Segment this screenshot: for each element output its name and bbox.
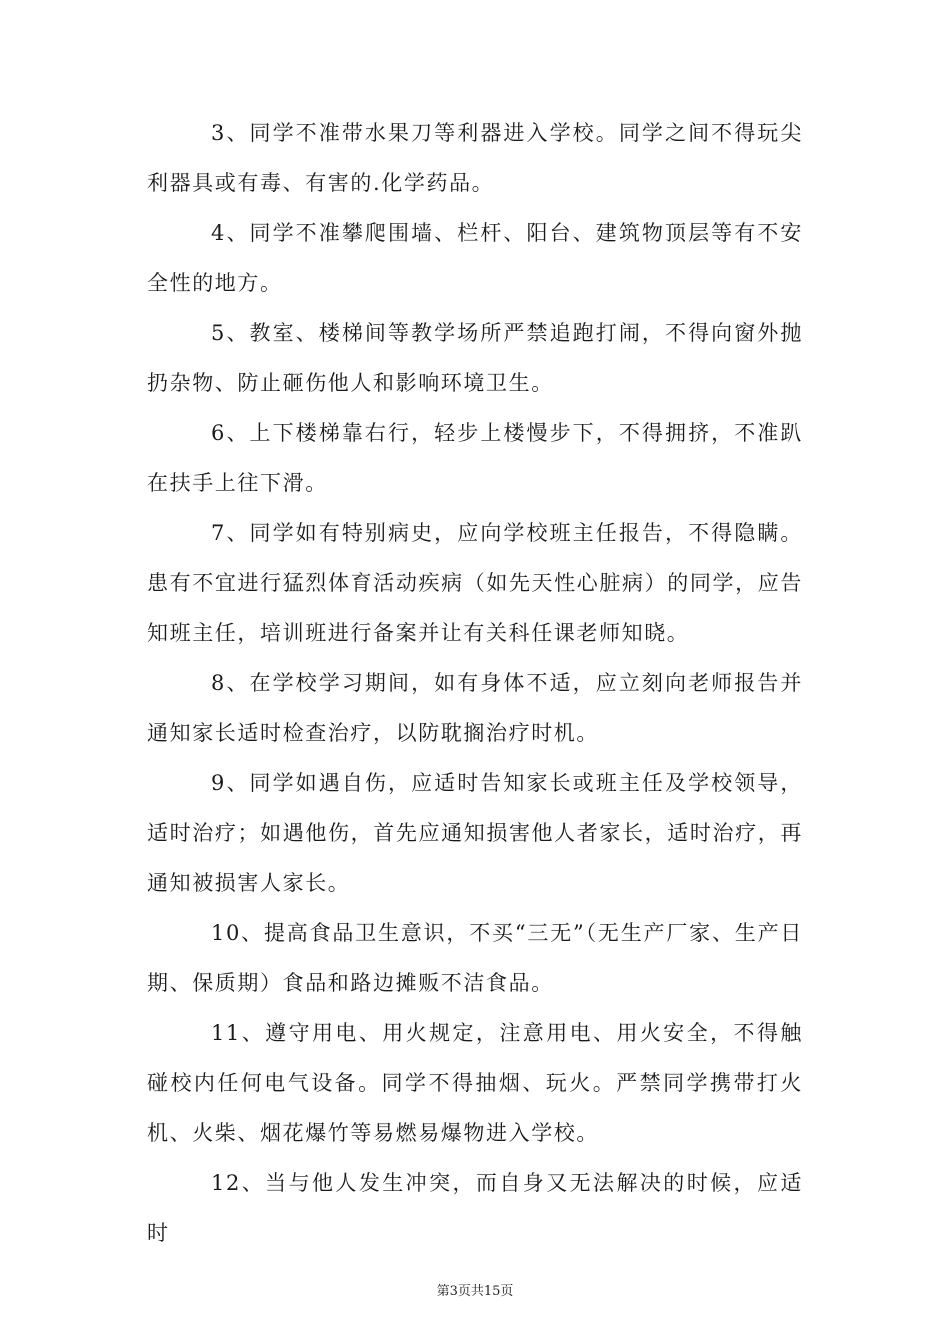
paragraph-rule-11: 11、遵守用电、用火规定，注意用电、用火安全，不得触碰校内任何电气设备。同学不得抽烟、玩火。严禁同学携带打火机、火柴、烟花爆竹等易燃易爆物进入学校。 <box>147 1021 803 1145</box>
paragraph-rule-12: 12、当与他人发生冲突，而自身又无法解决的时候，应适时 <box>147 1171 803 1245</box>
paragraph-rule-3: 3、同学不准带水果刀等利器进入学校。同学之间不得玩尖利器具或有毒、有害的.化学药品。 <box>147 121 803 195</box>
paragraph-rule-8: 8、在学校学习期间，如有身体不适，应立刻向老师报告并通知家长适时检查治疗，以防耽搁治疗时机。 <box>147 671 803 745</box>
paragraph-rule-9: 9、同学如遇自伤，应适时告知家长或班主任及学校领导，适时治疗；如遇他伤，首先应通知损害他人者家长，适时治疗，再通知被损害人家长。 <box>147 771 803 895</box>
document-body <box>0 108 950 1258</box>
paragraph-rule-4: 4、同学不准攀爬围墙、栏杆、阳台、建筑物顶层等有不安全性的地方。 <box>147 221 803 295</box>
paragraph-rule-6: 6、上下楼梯靠右行，轻步上楼慢步下，不得拥挤，不准趴在扶手上往下滑。 <box>147 421 803 495</box>
paragraph-rule-5: 5、教室、楼梯间等教学场所严禁追跑打闹，不得向窗外抛扔杂物、防止砸伤他人和影响环境卫生。 <box>147 321 803 395</box>
paragraph-rule-10: 10、提高食品卫生意识，不买“三无”（无生产厂家、生产日期、保质期）食品和路边摊贩不洁食品。 <box>147 921 803 995</box>
paragraph-rule-7: 7、同学如有特别病史，应向学校班主任报告，不得隐瞒。患有不宜进行猛烈体育活动疾病（如先天性心脏病）的同学，应告知班主任，培训班进行备案并让有关科任课老师知晓。 <box>147 521 803 645</box>
page-number-footer: 第3页共15页 <box>436 1284 514 1299</box>
